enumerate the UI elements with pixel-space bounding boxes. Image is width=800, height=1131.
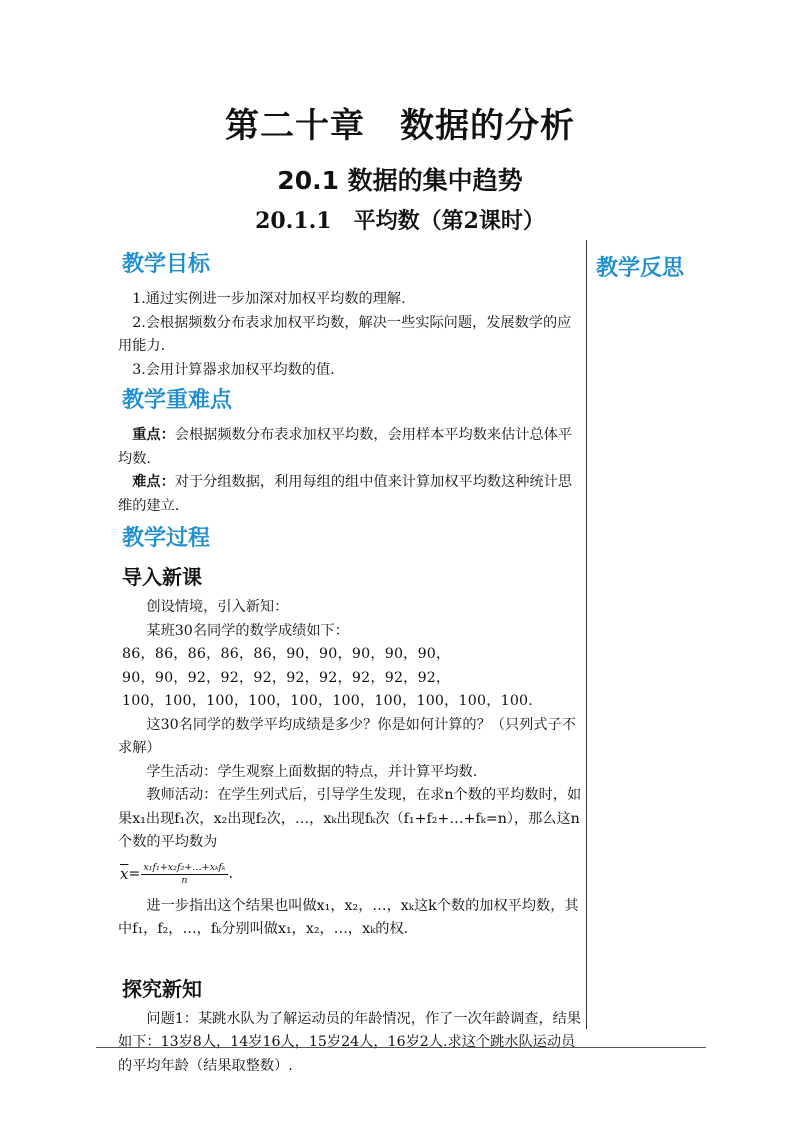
difficulty-paragraph xyxy=(118,471,584,518)
focus-label: 重点： xyxy=(132,427,175,443)
focus-text: 会根据频数分布表求加权平均数，会用样本平均数来估计总体平均数. xyxy=(118,427,573,467)
intro-paragraph-5: 教师活动：在学生列式后，引导学生发现，在求n个数的平均数时，如果x₁出现f₁次，x₂出现f₂次，…，xₖ出现fₖ次（f₁+f₂+…+fₖ=n），那么这n个数的平均数为 xyxy=(118,787,582,850)
lesson-title: 20.1.1 平均数（第2课时） xyxy=(255,208,545,234)
explore-heading: 探究新知 xyxy=(122,976,202,1001)
scores-row-1: 86，86，86，86，86，90，90，90，90，90， xyxy=(122,646,451,662)
intro-paragraph-6: 进一步指出这个结果也叫做x₁，x₂，…，xₖ这k个数的加权平均数，其中f₁，f₂，…，fₖ分别叫做x₁，x₂，…，xₖ的权. xyxy=(118,897,579,937)
chapter-title: 第二十章 数据的分析 xyxy=(225,106,575,146)
scores-row-3: 100，100，100，100，100，100，100，100，100，100. xyxy=(122,693,533,709)
lesson-content xyxy=(118,248,584,1078)
objectives-heading: 教学目标 xyxy=(122,252,211,277)
intro-paragraph-1: 创设情境，引入新知： xyxy=(146,599,289,615)
difficulty-text: 对于分组数据，利用每组的组中值来计算加权平均数这种统计思维的建立. xyxy=(118,474,573,514)
formula-numerator: x₁f₁+x₂f₂+…+xₖfₖ xyxy=(143,862,226,873)
column-divider xyxy=(586,240,587,1029)
intro-paragraph-3: 这30名同学的数学平均成绩是多少？你是如何计算的？（只列式子不求解） xyxy=(118,716,576,756)
intro-heading: 导入新课 xyxy=(122,565,202,589)
key-points-heading: 教学重难点 xyxy=(122,388,233,413)
section-title: 20.1 数据的集中趋势 xyxy=(277,166,523,195)
intro-paragraph-4: 学生活动：学生观察上面数据的特点，并计算平均数. xyxy=(146,763,478,780)
scores-row-2: 90，90，92，92，92，92，92，92，92，92， xyxy=(122,669,451,686)
difficulty-label: 难点： xyxy=(132,474,175,490)
focus-paragraph xyxy=(118,424,584,471)
reflection-heading: 教学反思 xyxy=(596,256,685,281)
objective-item-3: 3.会用计算器求加权平均数的值. xyxy=(132,361,335,378)
formula-denominator: n xyxy=(181,875,188,886)
process-heading: 教学过程 xyxy=(122,526,211,551)
intro-paragraph-2: 某班30名同学的数学成绩如下： xyxy=(146,622,349,639)
weighted-mean-formula xyxy=(118,855,584,895)
objective-item-1: 1.通过实例进一步加深对加权平均数的理解. xyxy=(132,291,406,307)
formula-equals: = xyxy=(128,865,141,882)
objective-item-2: 2.会根据频数分布表求加权平均数，解决一些实际问题，发展数学的应用能力. xyxy=(118,314,572,354)
formula-fraction xyxy=(141,862,227,887)
formula-period: . xyxy=(228,865,234,882)
formula-xbar: $\overline{x}$ xyxy=(120,864,129,883)
explore-paragraph-1: 问题1：某跳水队为了解运动员的年龄情况，作了一次年龄调查，结果如下：13岁8人，14岁16人，15岁24人，16岁2人.求这个跳水队运动员的平均年龄（结果取整数）. xyxy=(118,1010,582,1074)
